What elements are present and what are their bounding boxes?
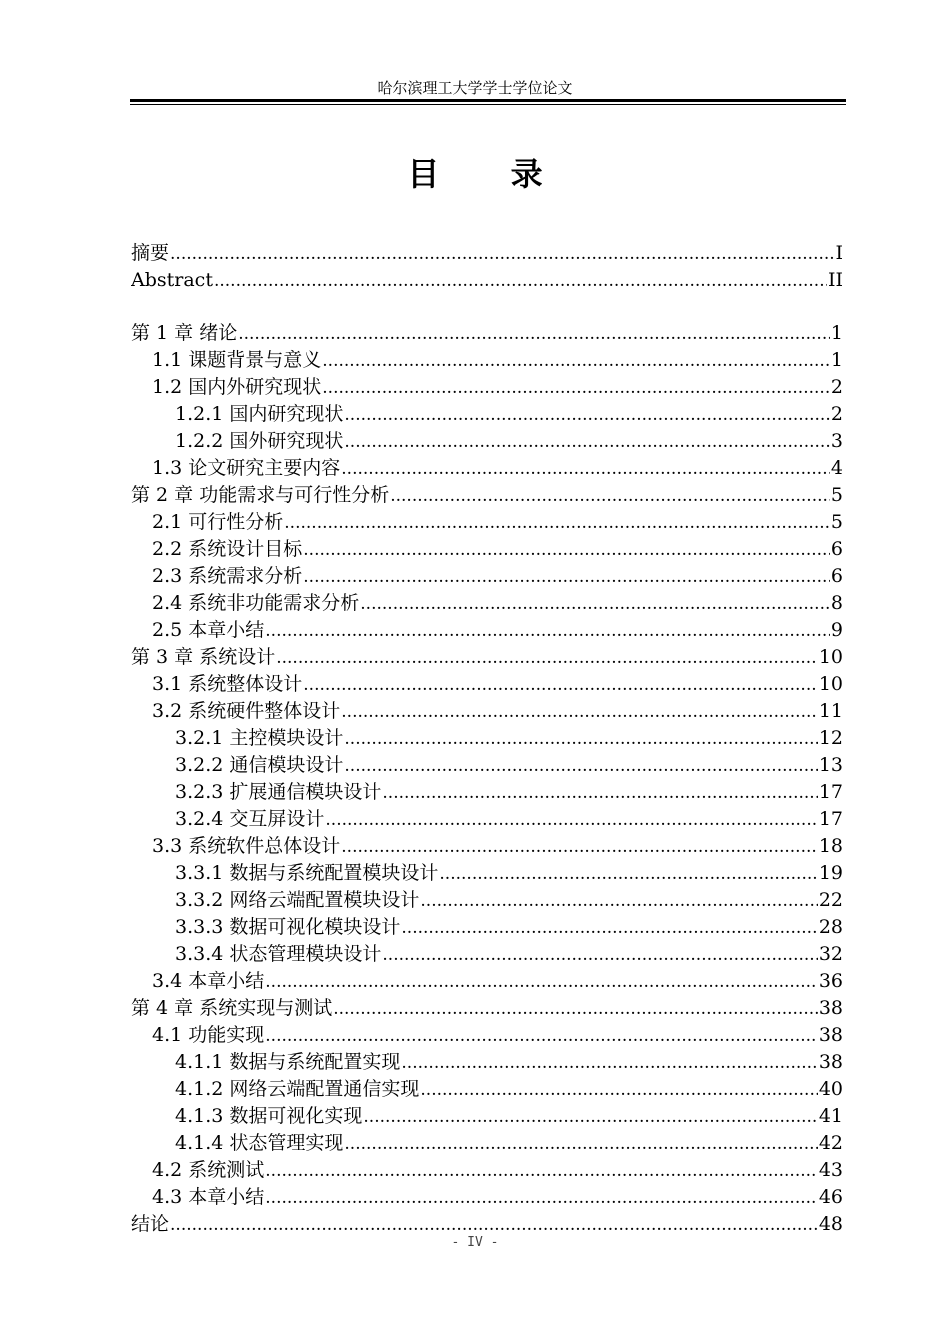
- toc-entry-page: 38: [818, 997, 843, 1019]
- toc-leader-dots: [265, 618, 830, 644]
- toc-leader-dots: [382, 942, 817, 968]
- toc-leader-dots: [265, 969, 818, 995]
- toc-entry-label: 4.1.4 状态管理实现: [175, 1132, 344, 1154]
- toc-entry-label: 3.2.2 通信模块设计: [175, 754, 344, 776]
- toc-entry-label: 1.2 国内外研究现状: [152, 376, 322, 398]
- toc-entry-label: 第 2 章 功能需求与可行性分析: [131, 484, 390, 506]
- toc-entry[interactable]: [131, 995, 843, 1022]
- toc-entry[interactable]: [131, 455, 843, 482]
- toc-entry[interactable]: [131, 482, 843, 509]
- toc-entry-page: 5: [830, 484, 843, 506]
- toc-leader-dots: [344, 402, 830, 428]
- page-number: - IV -: [451, 1235, 499, 1250]
- toc-entry-page: 8: [830, 592, 843, 614]
- toc-leader-dots: [363, 1104, 817, 1130]
- toc-entry-page: 11: [818, 700, 843, 722]
- toc-entry-page: 6: [830, 565, 843, 587]
- toc-leader-dots: [439, 861, 817, 887]
- toc-entry-label: 1.3 论文研究主要内容: [152, 457, 341, 479]
- toc-entry-page: 5: [830, 511, 843, 533]
- toc-leader-dots: [265, 1158, 818, 1184]
- toc-entry-page: 17: [818, 808, 843, 830]
- toc-leader-dots: [360, 591, 830, 617]
- toc-entry-label: 3.1 系统整体设计: [152, 673, 303, 695]
- toc-leader-dots: [170, 241, 834, 267]
- toc-entry[interactable]: [131, 401, 843, 428]
- toc-entry[interactable]: [131, 968, 843, 995]
- toc-leader-dots: [341, 456, 830, 482]
- toc-entry-page: 1: [830, 349, 843, 371]
- toc-leader-dots: [303, 537, 830, 563]
- toc-leader-dots: [401, 915, 817, 941]
- toc-entry-label: 2.2 系统设计目标: [152, 538, 303, 560]
- toc-leader-dots: [420, 888, 817, 914]
- running-header: 哈尔滨理工大学学士学位论文: [377, 79, 573, 97]
- toc-entry-page: 10: [818, 673, 843, 695]
- toc-entry-label: 2.1 可行性分析: [152, 511, 284, 533]
- toc-entry-page: 28: [818, 916, 843, 938]
- toc-entry[interactable]: [131, 833, 843, 860]
- toc-entry-label: 3.4 本章小结: [152, 970, 265, 992]
- toc-leader-dots: [344, 753, 817, 779]
- toc-entry[interactable]: [131, 320, 843, 347]
- toc-entry-label: 2.4 系统非功能需求分析: [152, 592, 360, 614]
- toc-entry[interactable]: [131, 1130, 843, 1157]
- toc-entry-page: 13: [818, 754, 843, 776]
- toc-entry-label: 4.1.3 数据可视化实现: [175, 1105, 363, 1127]
- toc-entry-label: 3.3.1 数据与系统配置模块设计: [175, 862, 439, 884]
- toc-entry[interactable]: [131, 887, 843, 914]
- toc-entry-label: 4.3 本章小结: [152, 1186, 265, 1208]
- toc-entry[interactable]: [131, 941, 843, 968]
- toc-leader-dots: [420, 1077, 817, 1103]
- toc-entry-label: 3.3.4 状态管理模块设计: [175, 943, 382, 965]
- toc-leader-dots: [382, 780, 817, 806]
- toc-leader-dots: [303, 672, 818, 698]
- toc-leader-dots: [265, 1023, 818, 1049]
- toc-entry[interactable]: [131, 806, 843, 833]
- toc-entry[interactable]: [131, 536, 843, 563]
- toc-entry[interactable]: [131, 1103, 843, 1130]
- toc-entry-page: 17: [818, 781, 843, 803]
- toc-leader-dots: [341, 834, 818, 860]
- toc-leader-dots: [265, 1185, 818, 1211]
- header-rule-thick: [130, 99, 846, 102]
- toc-entry-page: 4: [830, 457, 843, 479]
- toc-title: 目 录: [407, 155, 573, 193]
- toc-entry[interactable]: [131, 347, 843, 374]
- toc-entry-page: 32: [818, 943, 843, 965]
- toc-entry[interactable]: [131, 860, 843, 887]
- toc-entry-label: 3.3.3 数据可视化模块设计: [175, 916, 401, 938]
- toc-entry-page: 12: [818, 727, 843, 749]
- toc-entry-label: 第 1 章 绪论: [131, 322, 238, 344]
- toc-leader-dots: [333, 996, 818, 1022]
- toc-entry-label: 4.1.2 网络云端配置通信实现: [175, 1078, 420, 1100]
- toc-entry-label: Abstract: [131, 269, 213, 291]
- toc-entry[interactable]: [131, 1184, 843, 1211]
- toc-entry-label: 3.2.1 主控模块设计: [175, 727, 344, 749]
- table-of-contents: [131, 240, 843, 1238]
- toc-leader-dots: [322, 348, 830, 374]
- toc-entry-page: 22: [818, 889, 843, 911]
- toc-entry-label: 4.2 系统测试: [152, 1159, 265, 1181]
- toc-entry[interactable]: [131, 617, 843, 644]
- toc-entry[interactable]: [131, 644, 843, 671]
- toc-entry-page: 46: [818, 1186, 843, 1208]
- toc-entry[interactable]: [131, 240, 843, 267]
- toc-entry-page: 3: [830, 430, 843, 452]
- toc-leader-dots: [238, 321, 830, 347]
- toc-entry-page: 2: [830, 403, 843, 425]
- toc-entry-label: 3.2.3 扩展通信模块设计: [175, 781, 382, 803]
- toc-entry-page: 10: [818, 646, 843, 668]
- toc-entry-page: 48: [818, 1213, 843, 1235]
- toc-entry-label: 1.2.1 国内研究现状: [175, 403, 344, 425]
- toc-entry-label: 3.2 系统硬件整体设计: [152, 700, 341, 722]
- toc-entry[interactable]: [131, 698, 843, 725]
- toc-entry-page: 41: [818, 1105, 843, 1127]
- toc-entry-page: 38: [818, 1051, 843, 1073]
- toc-entry-page: 9: [830, 619, 843, 641]
- toc-entry-label: 2.3 系统需求分析: [152, 565, 303, 587]
- toc-entry[interactable]: [131, 779, 843, 806]
- toc-entry-page: 2: [830, 376, 843, 398]
- toc-entry-page: 1: [830, 322, 843, 344]
- toc-entry-page: I: [835, 242, 843, 264]
- toc-entry-page: 38: [818, 1024, 843, 1046]
- toc-entry-page: 19: [818, 862, 843, 884]
- toc-entry-page: 42: [818, 1132, 843, 1154]
- toc-leader-dots: [390, 483, 830, 509]
- toc-leader-dots: [344, 1131, 817, 1157]
- toc-entry[interactable]: [131, 563, 843, 590]
- toc-entry[interactable]: [131, 1076, 843, 1103]
- toc-entry[interactable]: [131, 1049, 843, 1076]
- toc-entry-label: 3.3.2 网络云端配置模块设计: [175, 889, 420, 911]
- toc-entry[interactable]: [131, 1157, 843, 1184]
- toc-entry-label: 第 3 章 系统设计: [131, 646, 276, 668]
- toc-leader-dots: [214, 268, 827, 294]
- toc-leader-dots: [344, 726, 817, 752]
- toc-entry-label: 1.2.2 国外研究现状: [175, 430, 344, 452]
- toc-entry[interactable]: [131, 267, 843, 294]
- toc-entry-page: 40: [818, 1078, 843, 1100]
- toc-entry-label: 2.5 本章小结: [152, 619, 265, 641]
- toc-entry[interactable]: [131, 914, 843, 941]
- toc-entry-label: 第 4 章 系统实现与测试: [131, 997, 333, 1019]
- toc-entry-page: 36: [818, 970, 843, 992]
- toc-leader-dots: [325, 807, 817, 833]
- toc-entry-label: 1.1 课题背景与意义: [152, 349, 322, 371]
- toc-entry-label: 4.1 功能实现: [152, 1024, 265, 1046]
- toc-entry-page: 6: [830, 538, 843, 560]
- toc-entry[interactable]: [131, 428, 843, 455]
- toc-entry-label: 3.2.4 交互屏设计: [175, 808, 325, 830]
- toc-entry-page: II: [827, 269, 843, 291]
- toc-entry[interactable]: [131, 752, 843, 779]
- toc-leader-dots: [276, 645, 818, 671]
- toc-leader-dots: [341, 699, 818, 725]
- toc-entry-page: 43: [818, 1159, 843, 1181]
- toc-entry-label: 摘要: [131, 242, 170, 264]
- toc-leader-dots: [284, 510, 830, 536]
- toc-entry[interactable]: [131, 590, 843, 617]
- toc-entry[interactable]: [131, 374, 843, 401]
- toc-entry[interactable]: [131, 725, 843, 752]
- toc-entry[interactable]: [131, 1022, 843, 1049]
- toc-entry-label: 4.1.1 数据与系统配置实现: [175, 1051, 401, 1073]
- toc-leader-dots: [401, 1050, 817, 1076]
- toc-entry-label: 3.3 系统软件总体设计: [152, 835, 341, 857]
- toc-entry-page: 18: [818, 835, 843, 857]
- toc-entry[interactable]: [131, 509, 843, 536]
- toc-leader-dots: [322, 375, 830, 401]
- header-rule-thin: [130, 104, 846, 105]
- toc-entry[interactable]: [131, 671, 843, 698]
- toc-leader-dots: [303, 564, 830, 590]
- toc-leader-dots: [344, 429, 830, 455]
- toc-entry-label: 结论: [131, 1213, 170, 1235]
